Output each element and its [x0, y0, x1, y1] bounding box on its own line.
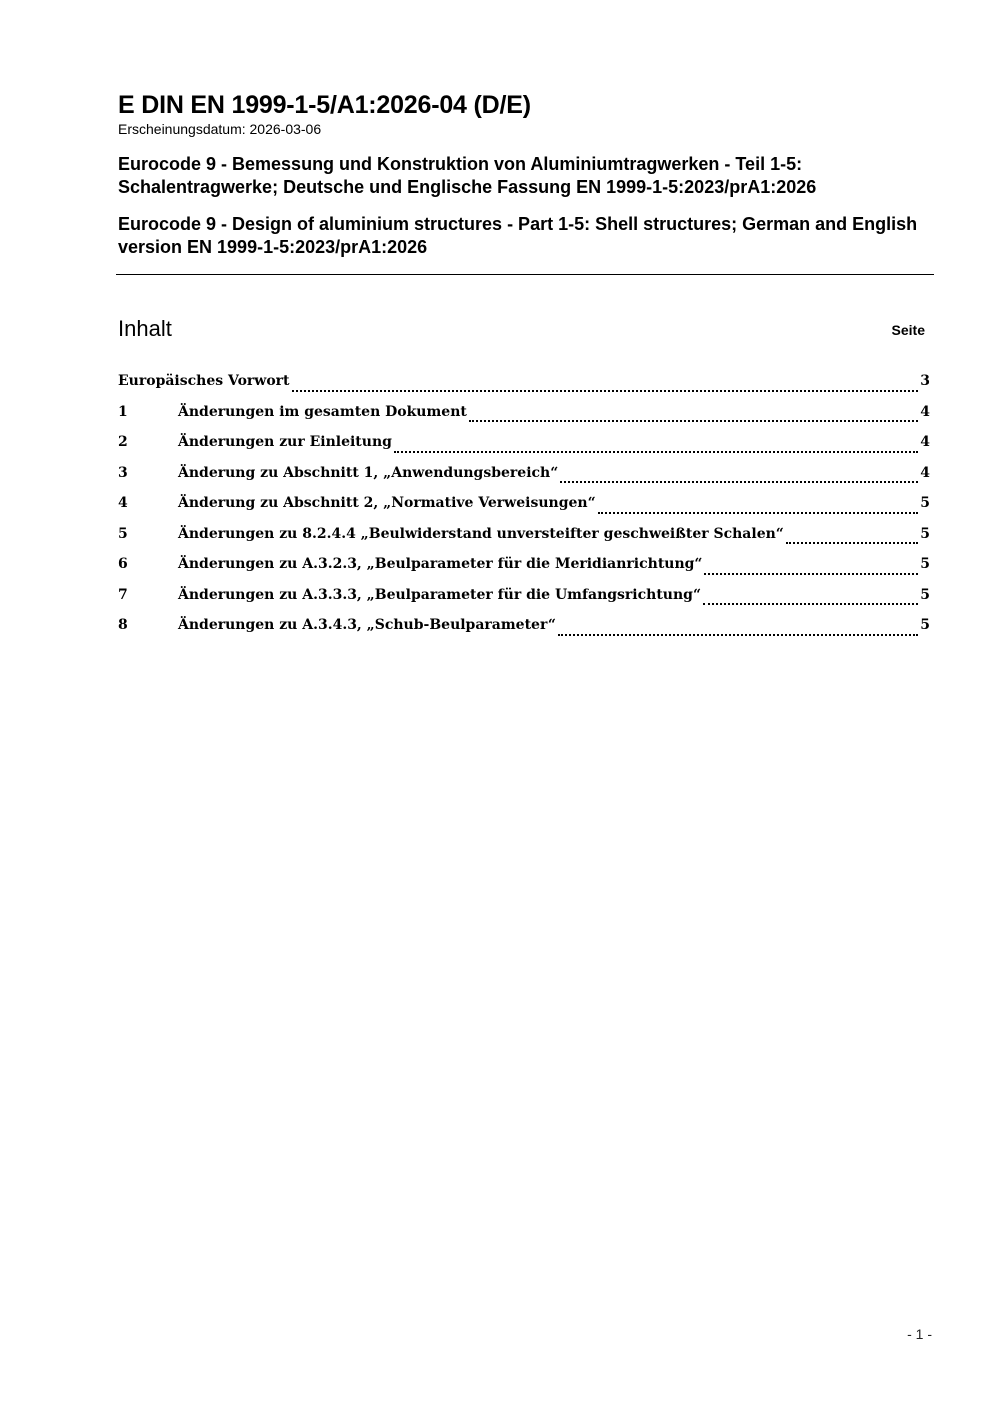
toc-leader-dots — [703, 603, 918, 605]
toc-entry-page: 5 — [920, 556, 930, 572]
toc-entry-number: 5 — [118, 525, 128, 542]
document-header — [118, 90, 933, 259]
toc-entry[interactable] — [118, 370, 930, 401]
toc-entry-number: 6 — [118, 556, 128, 572]
toc-entry-number: 1 — [118, 403, 128, 420]
page-number: - 1 - — [907, 1326, 932, 1342]
toc-entry-title: Änderungen im gesamten Dokument — [178, 403, 467, 420]
toc-entry-number: 7 — [118, 586, 128, 603]
toc-entry-page: 4 — [920, 434, 930, 450]
toc-entry[interactable] — [118, 614, 930, 645]
toc-entry-title: Änderung zu Abschnitt 1, „Anwendungsbereich“ — [178, 464, 559, 481]
toc-leader-dots — [786, 542, 918, 544]
toc-entry-page: 5 — [920, 495, 930, 511]
toc-entry[interactable] — [118, 492, 930, 523]
toc-entry-title: Änderungen zu A.3.3.3, „Beulparameter für die Umfangsrichtung“ — [178, 586, 701, 603]
toc-entry-page: 3 — [920, 373, 930, 389]
toc-entry-number: 4 — [118, 495, 128, 511]
toc-leader-dots — [704, 573, 918, 575]
toc-page-label: Seite — [891, 322, 925, 338]
toc-entry-title: Änderungen zu A.3.2.3, „Beulparameter für die Meridianrichtung“ — [178, 556, 703, 572]
toc-entry-number: 8 — [118, 617, 128, 633]
toc-entry[interactable] — [118, 553, 930, 584]
toc-entry-title: Änderungen zu A.3.4.3, „Schub-Beulparameter“ — [178, 617, 556, 633]
toc-leader-dots — [598, 512, 919, 514]
toc-leader-dots — [469, 420, 918, 422]
toc-leader-dots — [394, 451, 918, 453]
toc-leader-dots — [560, 481, 918, 483]
document-id: E DIN EN 1999-1-5/A1:2026-04 (D/E) — [118, 91, 531, 119]
toc-entry-page: 4 — [920, 464, 930, 481]
toc-leader-dots — [292, 390, 919, 392]
toc-entry-number: 2 — [118, 434, 128, 450]
toc-entry-number: 3 — [118, 464, 128, 481]
toc-entry[interactable] — [118, 431, 930, 462]
toc-entry-title: Änderungen zu 8.2.4.4 „Beulwiderstand unversteifter geschweißter Schalen“ — [178, 525, 784, 542]
toc-heading: Inhalt — [118, 316, 172, 341]
title-english: Eurocode 9 - Design of aluminium structures - Part 1-5: Shell structures; German and English version EN 1999-1-5:2023/prA1:2026 — [118, 214, 918, 257]
toc-entry-title: Europäisches Vorwort — [118, 373, 290, 389]
toc-entry[interactable] — [118, 401, 930, 432]
toc-entry-title: Änderung zu Abschnitt 2, „Normative Verweisungen“ — [178, 495, 596, 511]
toc-entry[interactable] — [118, 523, 930, 554]
toc-entry-title: Änderungen zur Einleitung — [178, 434, 392, 450]
toc-leader-dots — [558, 634, 918, 636]
title-german: Eurocode 9 - Bemessung und Konstruktion von Aluminiumtragwerken - Teil 1-5: Schalentragwerke; Deutsche und Englische Fassung EN 1999-1-5:2023/prA1:2026 — [118, 154, 817, 197]
toc-entry-page: 4 — [920, 403, 930, 420]
toc-entry-page: 5 — [920, 586, 930, 603]
toc-entry-page: 5 — [920, 525, 930, 542]
toc-entry[interactable] — [118, 584, 930, 615]
publication-date: Erscheinungsdatum: 2026-03-06 — [118, 121, 322, 137]
toc-entry[interactable] — [118, 462, 930, 493]
header-divider — [116, 274, 934, 275]
table-of-contents — [118, 370, 930, 645]
toc-entry-page: 5 — [920, 617, 930, 633]
